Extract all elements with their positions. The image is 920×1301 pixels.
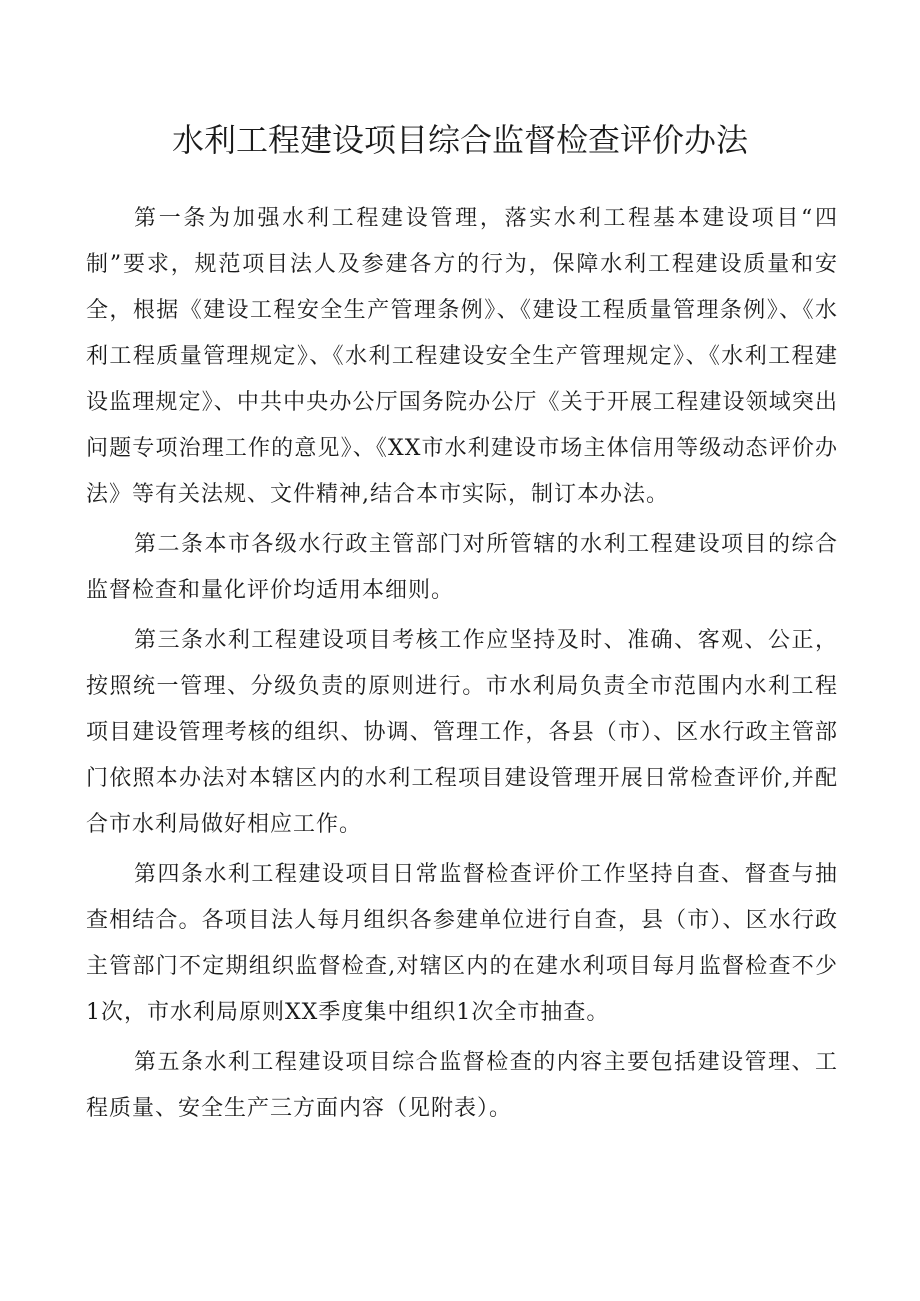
document-title: 水利工程建设项目综合监督检查评价办法 [171,121,748,159]
article-1-paragraph: 第一条为加强水利工程建设管理，落实水利工程基本建设项目“四制”要求，规范项目法人及参建各方的行为，保障水利工程建设质量和安全，根据《建设工程安全生产管理条例》、《建设工程质量管理条例》、《水利工程质量管理规定》、《水利工程建设安全生产管理规定》、《水利工程建设监理规定》、中共中央办公厅国务院办公厅《关于开展工程建设领域突出问题专项治理工作的意见》、《XX市水利建设市场主体信用等级动态评价办法》等有关法规、文件精神,结合本市实际，制订本办法。 [86,206,838,507]
article-2-paragraph: 第二条本市各级水行政主管部门对所管辖的水利工程建设项目的综合监督检查和量化评价均适用本细则。 [86,532,838,603]
article-5-paragraph: 第五条水利工程建设项目综合监督检查的内容主要包括建设管理、工程质量、安全生产三方面内容（见附表）。 [86,1050,838,1121]
article-3-paragraph: 第三条水利工程建设项目考核工作应坚持及时、准确、客观、公正，按照统一管理、分级负责的原则进行。市水利局负责全市范围内水利工程项目建设管理考核的组织、协调、管理工作，各县（市）、区水行政主管部门依照本办法对本辖区内的水利工程项目建设管理开展日常检查评价,并配合市水利局做好相应工作。 [86,628,838,837]
document-body [86,196,838,1136]
article-4-paragraph: 第四条水利工程建设项目日常监督检查评价工作坚持自查、督查与抽查相结合。各项目法人每月组织各参建单位进行自查，县（市）、区水行政主管部门不定期组织监督检查,对辖区内的在建水利项目每月监督检查不少1次，市水利局原则XX季度集中组织1次全市抽查。 [86,862,838,1025]
